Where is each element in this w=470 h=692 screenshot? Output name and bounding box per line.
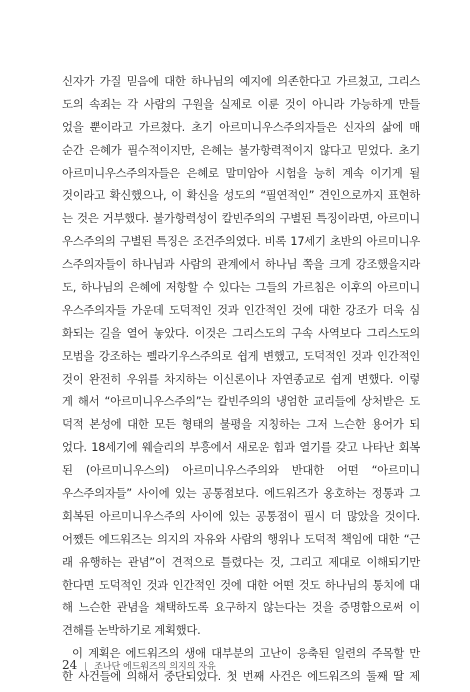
text-line: 이 계획은 에드워즈의 생애 대부분의 고난이 응축된 일련의 주목할 만 (72, 646, 420, 661)
text-line: 스주의자들이 하나님과 사람의 관계에서 하나님 쪽을 크게 강조했을지라 (62, 257, 420, 272)
text-line: 신자가 가질 믿음에 대한 하나님의 예지에 의존한다고 가르쳤고, 그리스 (62, 74, 420, 88)
text-line: 모범을 강조하는 펠라기우스주의로 쉽게 변했고, 도덕적인 것과 인간적인 (62, 348, 420, 363)
text-line: 아르미니우스주의자들은 은혜로 말미암아 시험을 능히 계속 이기게 될 (62, 165, 420, 180)
page-footer (62, 658, 216, 672)
page-number: 24 (62, 658, 78, 672)
text-line: 우스주의의 구별된 특징은 조건주의였다. 비록 17세기 초반의 아르미니우 (62, 234, 420, 249)
text-line: 화되는 길을 열어 놓았다. 이것은 그리스도의 구속 사역보다 그리스도의 (62, 325, 420, 340)
text-line: 도의 속죄는 각 사람의 구원을 실제로 이룬 것이 아니라 가능하게 만들 (62, 96, 420, 111)
text-line: 우스주의자들” 사이에 있는 공통점보다. 에드워즈가 옹호하는 정통과 그 (62, 486, 420, 501)
text-line: 한 사건들에 의해서 중단되었다. 첫 번째 사건은 에드워즈의 둘째 딸 제 (62, 669, 420, 684)
text-line: 것이 완전히 우위를 차지하는 이신론이나 자연종교로 쉽게 변했다. 이렇 (62, 371, 420, 386)
footer-separator: | (84, 662, 88, 672)
text-line: 어쨌든 에드워즈는 의지의 자유와 사람의 행위나 도덕적 책임에 대한 “근 (62, 531, 420, 546)
running-title: 조나단 에드워즈의 의지의 자유 (94, 662, 216, 672)
text-line: 해 느슨한 관념을 채택하도록 요구하지 않는다는 것을 증명함으로써 이 (62, 600, 420, 615)
text-line: 는 것은 거부했다. 불가항력성이 칼빈주의의 구별된 특징이라면, 아르미니 (62, 211, 420, 226)
body-text (62, 70, 420, 688)
text-line: 것이라고 확신했으나, 이 확신을 성도의 “필연적인” 견인으로까지 표현하 (62, 188, 420, 203)
text-line: 견해를 논박하기로 계획했다. (62, 623, 201, 638)
text-line: 우스주의자들 가운데 도덕적인 것과 인간적인 것에 대한 강조가 더욱 심 (62, 302, 420, 317)
text-line: 게 해서 “아르미니우스주의”는 칼빈주의의 냉엄한 교리들에 상처받은 도 (62, 394, 420, 409)
text-line: 회복된 아르미니우스주의 사이에 있는 공통점이 필시 더 많았을 것이다. (62, 508, 420, 523)
text-line: 래 유행하는 관념”이 견적으로 틀렸다는 것, 그리고 제대로 이해되기만 (62, 554, 420, 569)
text-line: 도, 하나님의 은혜에 저항할 수 있다는 그들의 가르침은 이후의 아르미니 (62, 280, 420, 295)
text-line: 었을 뿐이라고 가르쳤다. 초기 아르미니우스주의자들은 신자의 삶에 매 (62, 119, 420, 134)
text-line: 순간 은혜가 필수적이지만, 은혜는 불가항력적이지 않다고 믿었다. 초기 (62, 142, 420, 157)
text-line: 된 (아르미니우스의) 아르미니우스주의와 반대한 어떤 “아르미니 (62, 463, 420, 478)
text-line: 덕적 본성에 대한 모든 형태의 불평을 지칭하는 그저 느슨한 용어가 되 (62, 417, 420, 432)
text-line: 한다면 도덕적인 것과 인간적인 것에 대한 어떤 것도 하나님의 통치에 대 (62, 577, 420, 592)
text-line: 었다. 18세기에 웨슬리의 부흥에서 새로운 힘과 열기를 갖고 나타난 회복 (62, 440, 420, 455)
